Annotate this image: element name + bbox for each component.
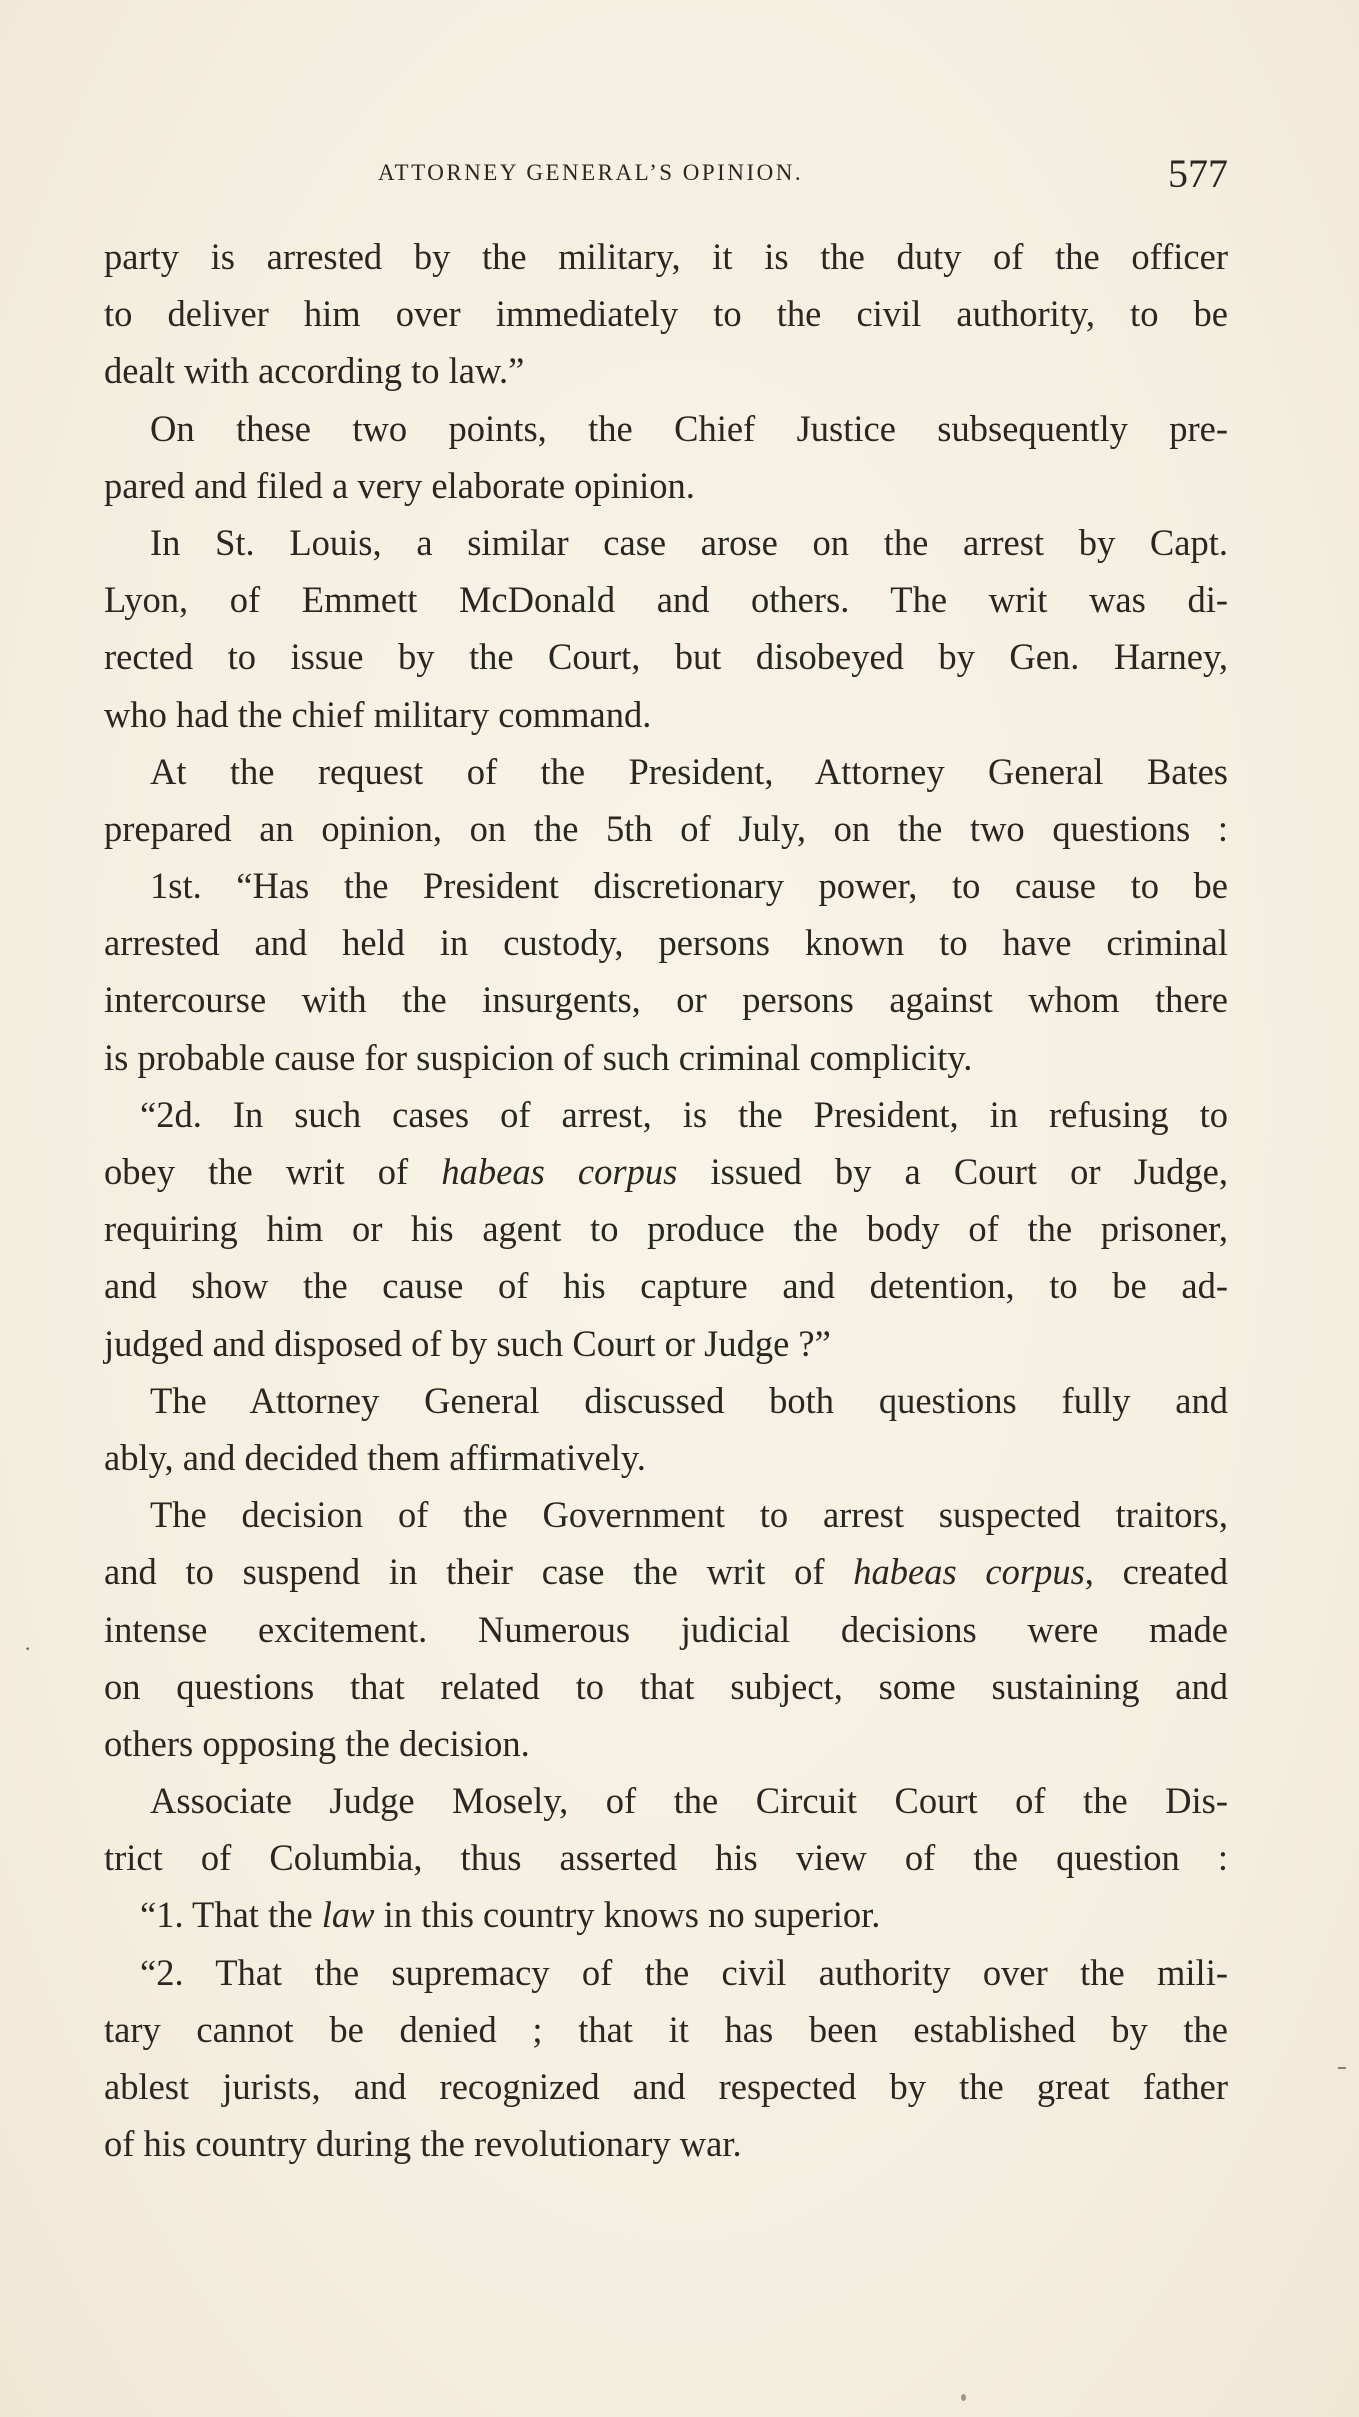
text-line: intercourse with the insurgents, or persons against whom there — [104, 979, 1228, 1021]
text-line: Associate Judge Mosely, of the Circuit Court of the Dis- — [150, 1780, 1228, 1822]
text-line: tary cannot be denied ; that it has been established by the — [104, 2008, 1228, 2050]
text-line: “2d. In such cases of arrest, is the President, in refusing to — [140, 1093, 1228, 1135]
text-line: is probable cause for suspicion of such criminal complicity. — [104, 1036, 973, 1078]
text-line: judged and disposed of by such Court or Judge ?” — [104, 1322, 831, 1364]
text-line: and to suspend in their case the writ of habeas corpus, created — [104, 1551, 1228, 1593]
running-head — [378, 150, 1228, 200]
text-line: At the request of the President, Attorney General Bates — [150, 750, 1228, 792]
text-line: prepared an opinion, on the 5th of July, on the two questions : — [104, 807, 1228, 849]
text-line: of his country during the revolutionary war. — [104, 2123, 742, 2165]
text-line: others opposing the decision. — [104, 1722, 530, 1764]
page-number: 577 — [1168, 151, 1228, 196]
text-line: The decision of the Government to arrest suspected traitors, — [150, 1494, 1228, 1536]
margin-dot: · — [24, 1636, 32, 1661]
text-line: requiring him or his agent to produce the body of the prisoner, — [104, 1208, 1228, 1250]
text-line: on questions that related to that subject, some sustaining and — [104, 1665, 1228, 1707]
text-line: Lyon, of Emmett McDonald and others. The writ was di- — [104, 579, 1228, 621]
text-line: 1st. “Has the President discretionary power, to cause to be — [150, 865, 1228, 907]
text-line: dealt with according to law.” — [104, 350, 525, 392]
text-line: In St. Louis, a similar case arose on the arrest by Capt. — [150, 521, 1228, 563]
text-line: party is arrested by the military, it is the duty of the officer — [104, 236, 1228, 277]
text-line: “2. That the supremacy of the civil authority over the mili- — [140, 1951, 1228, 1993]
text-line: obey the writ of habeas corpus issued by a Court or Judge, — [104, 1151, 1229, 1192]
text-line: arrested and held in custody, persons known to have criminal — [104, 922, 1228, 964]
body-text — [104, 228, 1228, 2172]
text-line: and show the cause of his capture and detention, to be ad- — [104, 1265, 1228, 1307]
text-line: “1. That the law in this country knows no superior. — [140, 1894, 881, 1936]
text-line: to deliver him over immediately to the civil authority, to be — [104, 293, 1228, 335]
paper-speck — [961, 2394, 966, 2401]
running-title: ATTORNEY GENERAL’S OPINION. — [378, 160, 804, 185]
text-line: On these two points, the Chief Justice subsequently pre- — [150, 407, 1228, 449]
text-line: The Attorney General discussed both questions fully and — [150, 1379, 1228, 1421]
text-line: ably, and decided them affirmatively. — [104, 1436, 646, 1478]
text-line: trict of Columbia, thus asserted his view of the question : — [104, 1837, 1228, 1879]
text-line: pared and filed a very elaborate opinion. — [104, 464, 695, 506]
text-line: intense excitement. Numerous judicial decisions were made — [104, 1608, 1228, 1650]
text-line: who had the chief military command. — [104, 693, 652, 735]
edge-mark — [1338, 2067, 1346, 2069]
text-line: rected to issue by the Court, but disobeyed by Gen. Harney, — [104, 636, 1228, 678]
text-line: ablest jurists, and recognized and respected by the great father — [104, 2066, 1228, 2107]
